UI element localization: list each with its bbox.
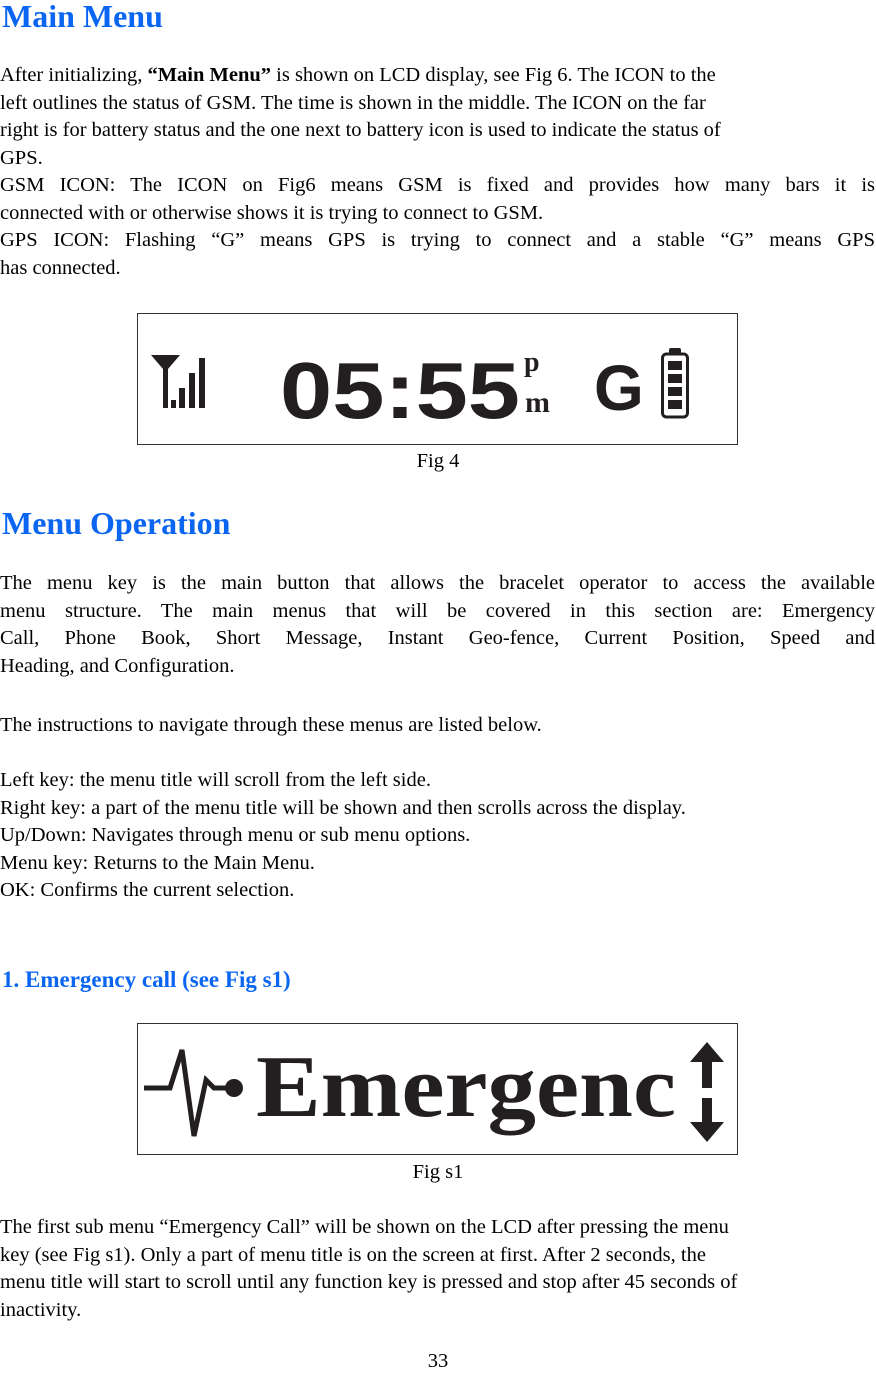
page-number: 33 (427, 1350, 449, 1372)
lcd-menu-title: Emergenc (256, 1039, 676, 1136)
text: is shown on LCD display, see Fig 6. The ICON to the (271, 64, 716, 86)
heartbeat-icon (144, 1050, 243, 1136)
text: After initializing, (0, 64, 148, 86)
fig4-lcd-display (137, 313, 738, 445)
para-line: Heading, and Configuration. (0, 654, 235, 677)
fig4-caption: Fig 4 (416, 450, 460, 472)
key-updown: Up/Down: Navigates through menu or sub menu options. (0, 824, 471, 846)
lcd-svg (138, 314, 736, 443)
para-line: The first sub menu “Emergency Call” will be shown on the LCD after pressing the menu (0, 1216, 729, 1238)
menu-operation-paragraph (0, 570, 875, 680)
key-right: Right key: a part of the menu title will be shown and then scrolls across the display. (0, 796, 686, 819)
para-line: GPS. (0, 146, 43, 169)
para-line: right is for battery status and the one next to battery icon is used to indicate the status of (0, 119, 721, 141)
battery-full-icon (663, 348, 688, 417)
key-ok: OK: Confirms the current selection. (0, 879, 295, 901)
lcd-time: 05:55 (280, 346, 520, 435)
gsm-icon-line-1: GSM ICON: The ICON on Fig6 means GSM is fixed and provides how many bars it is (0, 174, 875, 196)
para-line: The menu key is the main button that allows the bracelet operator to access the available (0, 572, 875, 594)
para-line: key (see Fig s1). Only a part of menu title is on the screen at first. After 2 seconds, the (0, 1243, 706, 1266)
para-line: menu title will start to scroll until any function key is pressed and stop after 45 seconds of (0, 1271, 738, 1293)
para-line (0, 62, 875, 90)
heading-main-menu: Main Menu (2, 0, 163, 34)
navigation-intro: The instructions to navigate through these menus are listed below. (0, 714, 542, 736)
emergency-paragraph (0, 1214, 875, 1324)
para-line: left outlines the status of GSM. The time is shown in the middle. The ICON on the far (0, 91, 706, 114)
lcd-gps-letter: G (594, 352, 644, 424)
key-menu: Menu key: Returns to the Main Menu. (0, 851, 315, 874)
gps-icon-line-1: GPS ICON: Flashing “G” means GPS is trying to connect and a stable “G” means GPS (0, 229, 875, 251)
up-down-arrows-icon (690, 1042, 724, 1142)
para-line: Call, Phone Book, Short Message, Instant Geo-fence, Current Position, Speed and (0, 627, 875, 649)
lcd-svg (138, 1024, 736, 1153)
lcd-pm-m: m (525, 386, 550, 419)
heading-emergency-call: 1. Emergency call (see Fig s1) (2, 967, 291, 992)
heading-menu-operation: Menu Operation (2, 505, 231, 541)
bold-main-menu: “Main Menu” (147, 64, 272, 86)
gsm-icon-line-2: connected with or otherwise shows it is trying to connect to GSM. (0, 201, 544, 224)
gps-icon-line-2: has connected. (0, 256, 121, 279)
main-menu-paragraph (0, 62, 875, 282)
para-line: inactivity. (0, 1298, 82, 1321)
key-instructions-list (0, 767, 875, 905)
lcd-pm-p: p (524, 347, 540, 378)
figs1-caption: Fig s1 (412, 1161, 464, 1183)
key-left: Left key: the menu title will scroll from the left side. (0, 769, 431, 791)
para-line: menu structure. The main menus that will be covered in this section are: Emergency (0, 599, 875, 622)
signal-bars-icon (151, 355, 205, 408)
figs1-lcd-display (137, 1023, 738, 1155)
